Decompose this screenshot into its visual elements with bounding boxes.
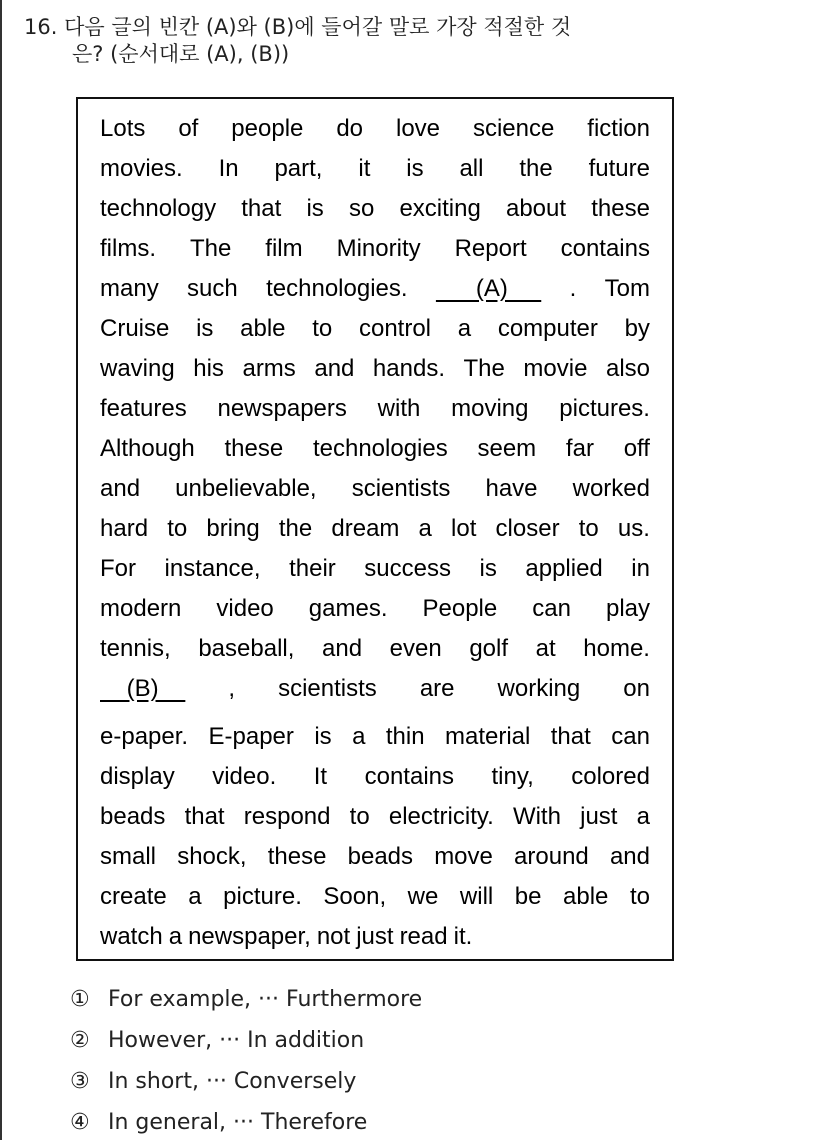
passage-word: and <box>314 355 355 382</box>
passage-word: technology <box>100 195 217 222</box>
passage-word: many <box>100 275 159 302</box>
question-number: 16. <box>24 15 58 39</box>
passage-word: a <box>418 515 432 542</box>
passage-word: movies. <box>100 155 183 182</box>
passage-word: success <box>364 555 451 582</box>
passage-word: . <box>569 275 577 302</box>
passage-line <box>100 269 650 309</box>
passage-word: to <box>629 883 650 910</box>
option-number: ① <box>70 987 90 1012</box>
question-line-2 <box>24 41 804 68</box>
passage-word: With <box>512 803 561 830</box>
option-number: ② <box>70 1028 90 1053</box>
passage-word: baseball, <box>198 635 295 662</box>
passage-word: with <box>377 395 421 422</box>
passage-word: pictures. <box>559 395 650 422</box>
passage-word: contains <box>560 235 650 262</box>
passage-word: and <box>100 475 141 502</box>
passage-word: can <box>611 723 650 750</box>
passage-word: video. <box>212 763 277 790</box>
option-text: However, ··· In addition <box>108 1028 365 1053</box>
passage-word: so <box>348 195 375 222</box>
passage-word: technologies <box>312 435 448 462</box>
option-text: In short, ··· Conversely <box>108 1069 357 1094</box>
passage-word: newspaper, <box>188 923 311 950</box>
passage-word: not <box>316 923 351 950</box>
passage-word: hard <box>100 515 149 542</box>
passage-word: and <box>322 635 363 662</box>
passage-word: thin <box>385 723 425 750</box>
passage-word: The <box>463 355 505 382</box>
passage-line <box>100 757 650 797</box>
passage-word: scientists <box>278 675 377 702</box>
option-number: ③ <box>70 1069 90 1094</box>
passage-line <box>100 629 650 669</box>
passage-word: beads <box>347 843 414 870</box>
passage-word: a <box>168 923 183 950</box>
passage-word: play <box>605 595 650 622</box>
passage-word: it <box>358 155 371 182</box>
passage-word: just <box>356 923 394 950</box>
passage-word: about <box>505 195 567 222</box>
passage-word: electricity. <box>388 803 494 830</box>
passage-word: For <box>100 555 136 582</box>
passage-word: People <box>422 595 498 622</box>
passage-line <box>100 837 650 877</box>
passage-word: Tom <box>604 275 650 302</box>
passage-word: a <box>636 803 650 830</box>
passage-word: in <box>631 555 650 582</box>
passage-word: is <box>406 155 424 182</box>
question-text-line-1: 다음 글의 빈칸 (A)와 (B)에 들어갈 말로 가장 적절한 것 <box>64 15 572 39</box>
passage-word: all <box>459 155 484 182</box>
passage-word: is <box>306 195 324 222</box>
passage-line <box>100 189 650 229</box>
passage-word: E-paper <box>208 723 294 750</box>
passage-word: is <box>196 315 214 342</box>
question-stem <box>24 14 804 68</box>
passage-word: even <box>389 635 442 662</box>
passage-word: bring <box>206 515 260 542</box>
passage-word: technologies. <box>266 275 408 302</box>
passage-line <box>100 469 650 509</box>
passage-word: shock, <box>177 843 247 870</box>
passage-word: a <box>457 315 472 342</box>
passage-word: small <box>100 843 157 870</box>
question-line-1 <box>24 14 804 41</box>
passage-word: exciting <box>399 195 481 222</box>
passage-word: are <box>419 675 455 702</box>
passage-word: The <box>189 235 232 262</box>
passage-word: Lots <box>100 115 146 142</box>
passage-word: their <box>289 555 336 582</box>
passage-word: games. <box>308 595 388 622</box>
passage-word: love <box>395 115 441 142</box>
option-text: In general, ··· Therefore <box>108 1110 368 1135</box>
passage-word: be <box>514 883 542 910</box>
option-text: For example, ··· Furthermore <box>108 987 423 1012</box>
passage-word: the <box>519 155 553 182</box>
passage-word: moving <box>451 395 529 422</box>
passage-word: Cruise <box>100 315 170 342</box>
passage-word: able <box>240 315 286 342</box>
passage-word: working <box>497 675 581 702</box>
passage-line <box>100 309 650 349</box>
passage-word: can <box>532 595 571 622</box>
passage-line <box>100 509 650 549</box>
passage-word: around <box>514 843 589 870</box>
passage-word: home. <box>583 635 650 662</box>
passage-word: just <box>580 803 618 830</box>
passage-word: is <box>314 723 332 750</box>
passage-word: these <box>267 843 327 870</box>
passage-word: it. <box>453 923 473 950</box>
passage-word: far <box>565 435 594 462</box>
passage-word: dream <box>331 515 400 542</box>
passage-line <box>100 917 650 957</box>
passage-word: watch <box>100 923 163 950</box>
passage-word: will <box>459 883 494 910</box>
passage-word: of <box>178 115 199 142</box>
passage-word: and <box>609 843 650 870</box>
passage-word: that <box>550 723 591 750</box>
passage-line <box>100 429 650 469</box>
passage-word: respond <box>243 803 331 830</box>
passage-word: these <box>591 195 650 222</box>
passage-word: that <box>184 803 225 830</box>
passage-word: these <box>224 435 284 462</box>
passage-word: In <box>218 155 239 182</box>
passage-word: future <box>588 155 650 182</box>
passage-line <box>100 717 650 757</box>
passage-word: applied <box>525 555 603 582</box>
passage-word: Although <box>100 435 195 462</box>
passage-word: picture. <box>223 883 302 910</box>
passage-word: colored <box>571 763 650 790</box>
passage-word: have <box>485 475 538 502</box>
passage-word: seem <box>477 435 537 462</box>
passage-word: a <box>188 883 202 910</box>
passage-word: by <box>624 315 650 342</box>
left-margin-rule <box>0 0 2 1140</box>
passage-word: worked <box>572 475 650 502</box>
passage-word: golf <box>469 635 509 662</box>
passage-line <box>100 229 650 269</box>
passage-word: modern <box>100 595 182 622</box>
passage-word: to <box>349 803 370 830</box>
passage-word: a <box>352 723 366 750</box>
passage-word: such <box>187 275 238 302</box>
passage-word: read <box>399 923 448 950</box>
passage-word: control <box>358 315 432 342</box>
passage-word: material <box>444 723 531 750</box>
passage-line <box>100 389 650 429</box>
passage-word: waving <box>100 355 175 382</box>
passage-word: do <box>336 115 364 142</box>
passage-word: display <box>100 763 175 790</box>
passage-word: films. <box>100 235 156 262</box>
passage-word: tiny, <box>491 763 534 790</box>
answer-options <box>70 982 422 1146</box>
passage-word: , <box>228 675 236 702</box>
passage-word: Soon, <box>323 883 387 910</box>
passage-word: create <box>100 883 167 910</box>
passage-word: fiction <box>587 115 650 142</box>
passage-word: tennis, <box>100 635 171 662</box>
passage-text <box>100 109 650 957</box>
passage-word: the <box>278 515 313 542</box>
passage-word: at <box>535 635 556 662</box>
passage-word: hands. <box>372 355 445 382</box>
passage-box <box>76 97 674 961</box>
answer-option-1[interactable] <box>70 982 422 1023</box>
passage-word: lot <box>451 515 477 542</box>
passage-word: instance, <box>164 555 261 582</box>
passage-word: to <box>167 515 188 542</box>
passage-word: his <box>193 355 224 382</box>
passage-line <box>100 109 650 149</box>
passage-word: features <box>100 395 187 422</box>
passage-line <box>100 149 650 189</box>
passage-word: arms <box>242 355 296 382</box>
passage-line <box>100 589 650 629</box>
passage-word: able <box>563 883 609 910</box>
passage-word: off <box>623 435 650 462</box>
passage-word: Minority <box>336 235 421 262</box>
passage-word: we <box>407 883 439 910</box>
passage-word: It <box>313 763 328 790</box>
passage-word: closer <box>495 515 560 542</box>
passage-word: film <box>265 235 303 262</box>
passage-word: to <box>312 315 333 342</box>
passage-word: people <box>231 115 304 142</box>
passage-word: scientists <box>351 475 451 502</box>
passage-word: part, <box>274 155 323 182</box>
passage-word: newspapers <box>217 395 347 422</box>
passage-word: move <box>434 843 493 870</box>
passage-word: to <box>578 515 599 542</box>
answer-option-3[interactable] <box>70 1064 422 1105</box>
blank-b: (B) <box>100 675 186 702</box>
passage-word: e-paper. <box>100 723 189 750</box>
question-text-line-2: 은? (순서대로 (A), (B)) <box>72 42 290 66</box>
passage-word: computer <box>497 315 598 342</box>
passage-word: contains <box>364 763 454 790</box>
answer-option-2[interactable] <box>70 1023 422 1064</box>
passage-word: movie <box>523 355 588 382</box>
passage-word: is <box>479 555 497 582</box>
passage-word: science <box>472 115 555 142</box>
passage-line <box>100 549 650 589</box>
passage-word: us. <box>617 515 650 542</box>
option-number: ④ <box>70 1110 90 1135</box>
passage-word: on <box>623 675 650 702</box>
passage-word: beads <box>100 803 166 830</box>
passage-line <box>100 349 650 389</box>
passage-word: that <box>241 195 282 222</box>
passage-line <box>100 797 650 837</box>
passage-word: video <box>216 595 274 622</box>
passage-word: also <box>605 355 650 382</box>
passage-word: unbelievable, <box>175 475 317 502</box>
passage-line <box>100 877 650 917</box>
blank-a: (A) <box>435 275 542 302</box>
passage-line <box>100 669 650 717</box>
passage-word: Report <box>454 235 527 262</box>
